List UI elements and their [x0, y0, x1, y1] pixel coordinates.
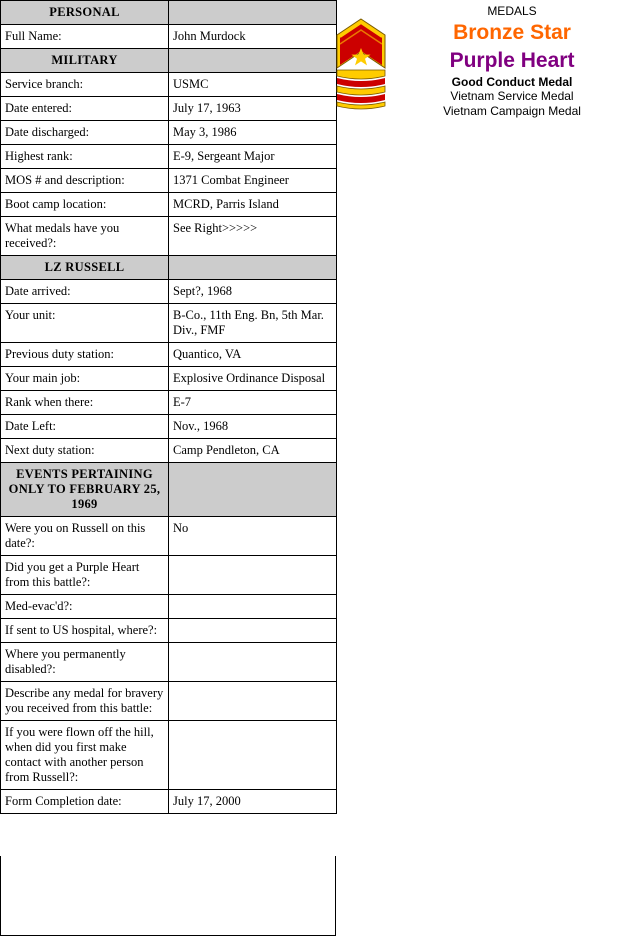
row-label: Date Left:	[1, 415, 169, 439]
medal-good-conduct: Good Conduct Medal	[451, 75, 573, 89]
table-row	[1, 367, 337, 391]
row-value: July 17, 2000	[169, 790, 337, 814]
table-row	[1, 121, 337, 145]
table-row	[1, 280, 337, 304]
row-value	[169, 619, 337, 643]
table-row	[1, 619, 337, 643]
table-row	[1, 556, 337, 595]
section-header-personal	[1, 1, 337, 25]
row-value: July 17, 1963	[169, 97, 337, 121]
row-label: Form Completion date:	[1, 790, 169, 814]
row-value	[169, 682, 337, 721]
table-row	[1, 97, 337, 121]
table-row	[1, 595, 337, 619]
table-row	[1, 517, 337, 556]
row-value: E-7	[169, 391, 337, 415]
row-value: Sept?, 1968	[169, 280, 337, 304]
table-row	[1, 790, 337, 814]
row-label: Rank when there:	[1, 391, 169, 415]
table-row	[1, 682, 337, 721]
row-value: See Right>>>>>	[169, 217, 337, 256]
row-value: Quantico, VA	[169, 343, 337, 367]
row-label: Your unit:	[1, 304, 169, 343]
table-row	[1, 193, 337, 217]
section-title: MILITARY	[1, 49, 169, 73]
row-label: Full Name:	[1, 25, 169, 49]
table-row	[1, 721, 337, 790]
row-value: Camp Pendleton, CA	[169, 439, 337, 463]
row-label: Date arrived:	[1, 280, 169, 304]
section-header-events	[1, 463, 337, 517]
sergeant-major-chevron-icon	[336, 18, 386, 110]
blank-area	[0, 856, 336, 936]
row-label: MOS # and description:	[1, 169, 169, 193]
section-title: PERSONAL	[1, 1, 169, 25]
row-value	[169, 595, 337, 619]
table-row	[1, 304, 337, 343]
row-label: Were you on Russell on this date?:	[1, 517, 169, 556]
row-value: John Murdock	[169, 25, 337, 49]
row-label: Highest rank:	[1, 145, 169, 169]
table-row	[1, 415, 337, 439]
row-value: E-9, Sergeant Major	[169, 145, 337, 169]
medal-vietnam-service: Vietnam Service Medal	[450, 89, 574, 103]
section-title: EVENTS PERTAINING ONLY TO FEBRUARY 25, 1969	[1, 463, 169, 517]
section-header-lz-russell	[1, 256, 337, 280]
row-value: Explosive Ordinance Disposal	[169, 367, 337, 391]
table-row	[1, 439, 337, 463]
medals-list	[390, 4, 634, 119]
row-label: Date discharged:	[1, 121, 169, 145]
section-title: LZ RUSSELL	[1, 256, 169, 280]
row-label: Did you get a Purple Heart from this battle?:	[1, 556, 169, 595]
medal-vietnam-campaign: Vietnam Campaign Medal	[443, 104, 581, 118]
row-label: Previous duty station:	[1, 343, 169, 367]
row-value: B-Co., 11th Eng. Bn, 5th Mar. Div., FMF	[169, 304, 337, 343]
row-label: If sent to US hospital, where?:	[1, 619, 169, 643]
row-label: Med-evac'd?:	[1, 595, 169, 619]
row-label: Next duty station:	[1, 439, 169, 463]
row-label: Describe any medal for bravery you received from this battle:	[1, 682, 169, 721]
row-label: If you were flown off the hill, when did you first make contact with another person from Russell?:	[1, 721, 169, 790]
row-value: 1371 Combat Engineer	[169, 169, 337, 193]
row-value	[169, 643, 337, 682]
row-value	[169, 556, 337, 595]
table-row	[1, 391, 337, 415]
row-label: Where you permanently disabled?:	[1, 643, 169, 682]
medal-bronze-star: Bronze Star	[453, 21, 571, 44]
table-row	[1, 145, 337, 169]
row-value	[169, 721, 337, 790]
row-label: Date entered:	[1, 97, 169, 121]
row-label: What medals have you received?:	[1, 217, 169, 256]
row-value: MCRD, Parris Island	[169, 193, 337, 217]
table-row	[1, 25, 337, 49]
table-row	[1, 643, 337, 682]
row-value: USMC	[169, 73, 337, 97]
section-header-military	[1, 49, 337, 73]
table-row	[1, 343, 337, 367]
table-row	[1, 217, 337, 256]
row-label: Your main job:	[1, 367, 169, 391]
row-value: No	[169, 517, 337, 556]
row-label: Boot camp location:	[1, 193, 169, 217]
row-value: May 3, 1986	[169, 121, 337, 145]
table-row	[1, 73, 337, 97]
row-value: Nov., 1968	[169, 415, 337, 439]
table-row	[1, 169, 337, 193]
medals-heading: MEDALS	[487, 4, 537, 18]
row-label: Service branch:	[1, 73, 169, 97]
medal-purple-heart: Purple Heart	[449, 49, 575, 72]
survey-form-table	[0, 0, 337, 814]
